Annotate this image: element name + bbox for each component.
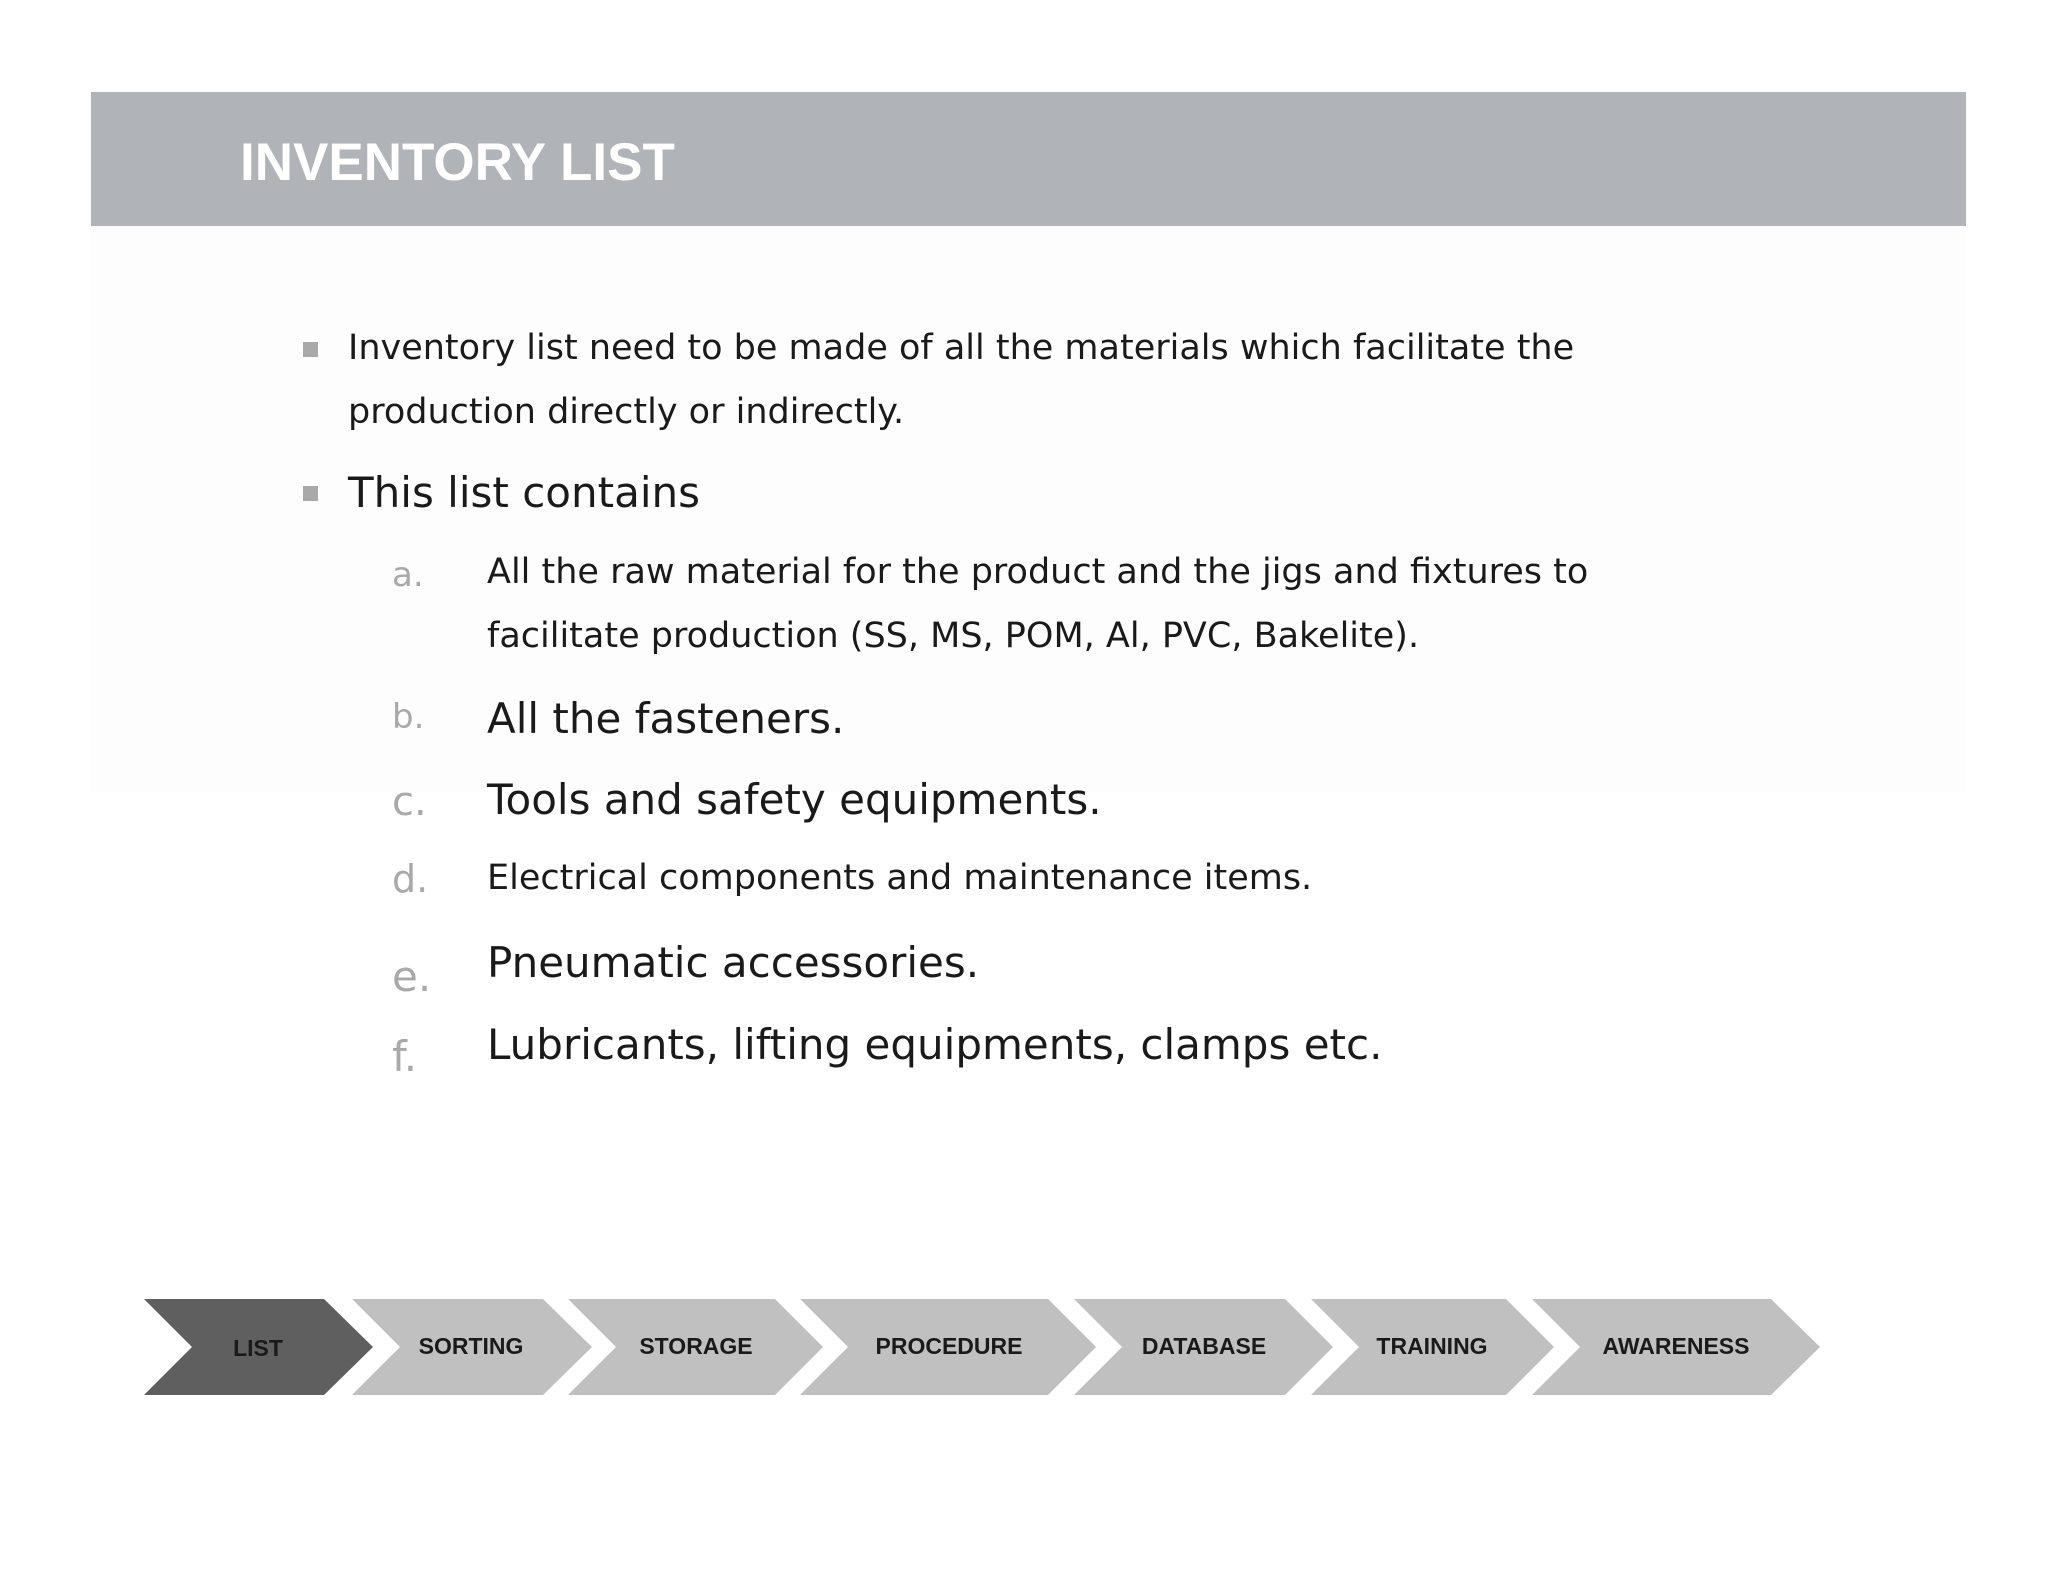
process-step-database[interactable] [1074, 1299, 1333, 1395]
bullet-text-line: This list contains [348, 468, 700, 517]
list-marker: d. [392, 857, 429, 901]
bullet-text-line: Inventory list need to be made of all the materials which facilitate the [348, 328, 1575, 368]
step-label: STORAGE [639, 1333, 753, 1359]
process-step-procedure[interactable] [800, 1299, 1096, 1395]
sub-item-text: Tools and safety equipments. [487, 775, 1102, 824]
sub-item-text: Electrical components and maintenance items. [487, 858, 1313, 898]
process-step-list[interactable] [144, 1299, 373, 1395]
process-step-awareness[interactable] [1532, 1299, 1820, 1395]
list-marker: c. [392, 779, 427, 825]
step-label: LIST [233, 1335, 283, 1361]
sub-item-text-line: All the raw material for the product and the jigs and fixtures to [487, 552, 1589, 592]
step-label: DATABASE [1141, 1333, 1267, 1359]
sub-item-text: All the fasteners. [487, 694, 845, 743]
sub-item-text: Lubricants, lifting equipments, clamps etc. [487, 1020, 1383, 1069]
list-marker: e. [392, 952, 432, 1001]
list-marker: b. [392, 697, 425, 737]
process-step-sorting[interactable] [352, 1299, 592, 1395]
step-label: TRAINING [1376, 1333, 1488, 1359]
step-label: PROCEDURE [875, 1333, 1023, 1359]
step-label: SORTING [418, 1333, 524, 1359]
step-label: AWARENESS [1602, 1333, 1750, 1359]
list-marker: f. [392, 1032, 418, 1081]
list-marker: a. [392, 555, 424, 595]
bullet-text-line: production directly or indirectly. [348, 392, 905, 432]
sub-item-text-line: facilitate production (SS, MS, POM, Al, PVC, Bakelite). [487, 616, 1420, 656]
process-step-storage[interactable] [568, 1299, 823, 1395]
page-title: INVENTORY LIST [240, 133, 675, 192]
sub-item-text: Pneumatic accessories. [487, 938, 980, 987]
process-step-training[interactable] [1311, 1299, 1554, 1395]
